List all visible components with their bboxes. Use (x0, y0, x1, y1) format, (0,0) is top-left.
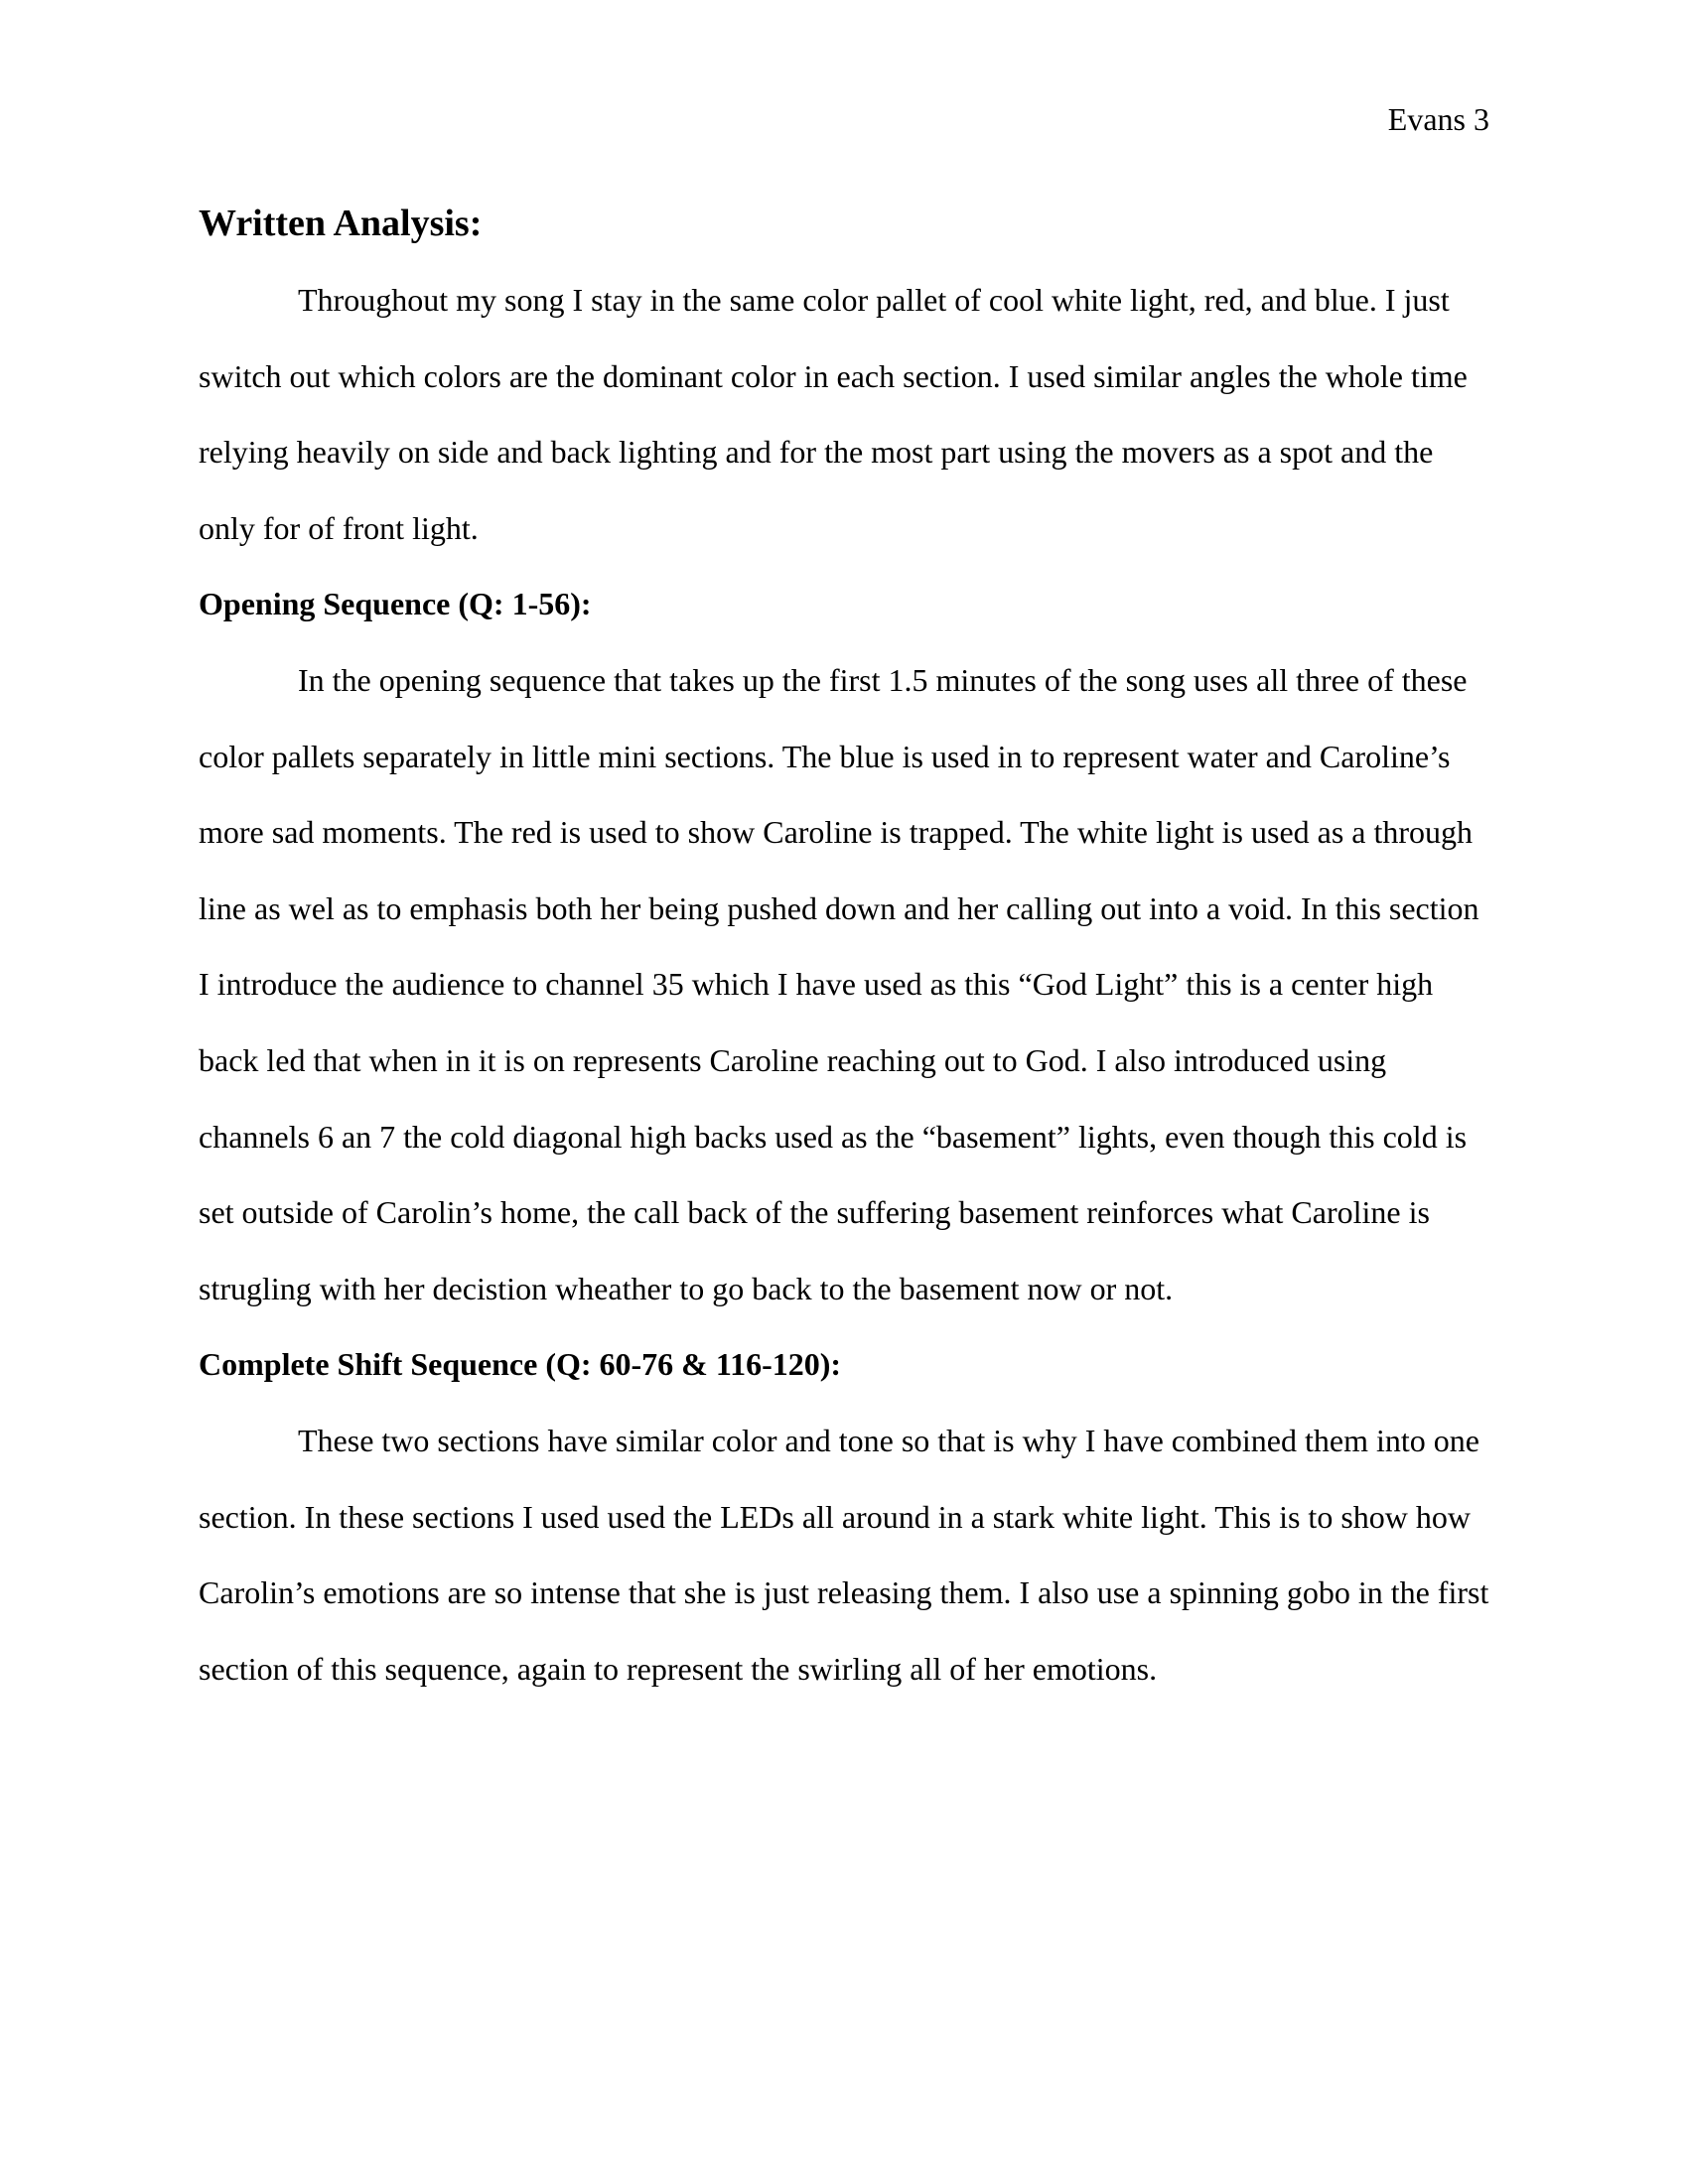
section-complete-shift-sequence (199, 1326, 1489, 1706)
section-paragraph: In the opening sequence that takes up the first 1.5 minutes of the song uses all three of these color pallets separately in little mini sections. The blue is used in to represent water and Caroline’s more sad moments. The red is used to show Caroline is trapped. The white light is used as a through line as wel as to emphasis both her being pushed down and her calling out into a void. In this section I introduce the audience to channel 35 which I have used as this “God Light” this is a center high back led that when in it is on represents Caroline reaching out to God. I also introduced using channels 6 an 7 the cold diagonal high backs used as the “basement” lights, even though this cold is set outside of Carolin’s home, the call back of the suffering basement reinforces what Caroline is strugling with her decistion wheather to go back to the basement now or not. (199, 661, 1479, 1306)
intro-paragraph: Throughout my song I stay in the same color pallet of cool white light, red, and blue. I just switch out which colors are the dominant color in each section. I used similar angles the whole time relying heavily on side and back lighting and for the most part using the movers as a spot and the only for of front light. (199, 282, 1468, 546)
section-heading: Complete Shift Sequence (Q: 60-76 & 116-120): (199, 1346, 842, 1383)
section-heading: Opening Sequence (Q: 1-56): (199, 586, 592, 622)
page-header: Evans 3 (1387, 101, 1489, 137)
document-body (199, 197, 1489, 1706)
section-opening-sequence (199, 566, 1489, 1326)
section-paragraph: These two sections have similar color and tone so that is why I have combined them into one section. In these sections I used used the LEDs all around in a stark white light. This is to show how Carolin’s emotions are so intense that she is just releasing them. I also use a spinning gobo in the first section of this sequence, again to represent the swirling all of her emotions. (199, 1422, 1489, 1687)
document-title: Written Analysis: (199, 203, 483, 244)
